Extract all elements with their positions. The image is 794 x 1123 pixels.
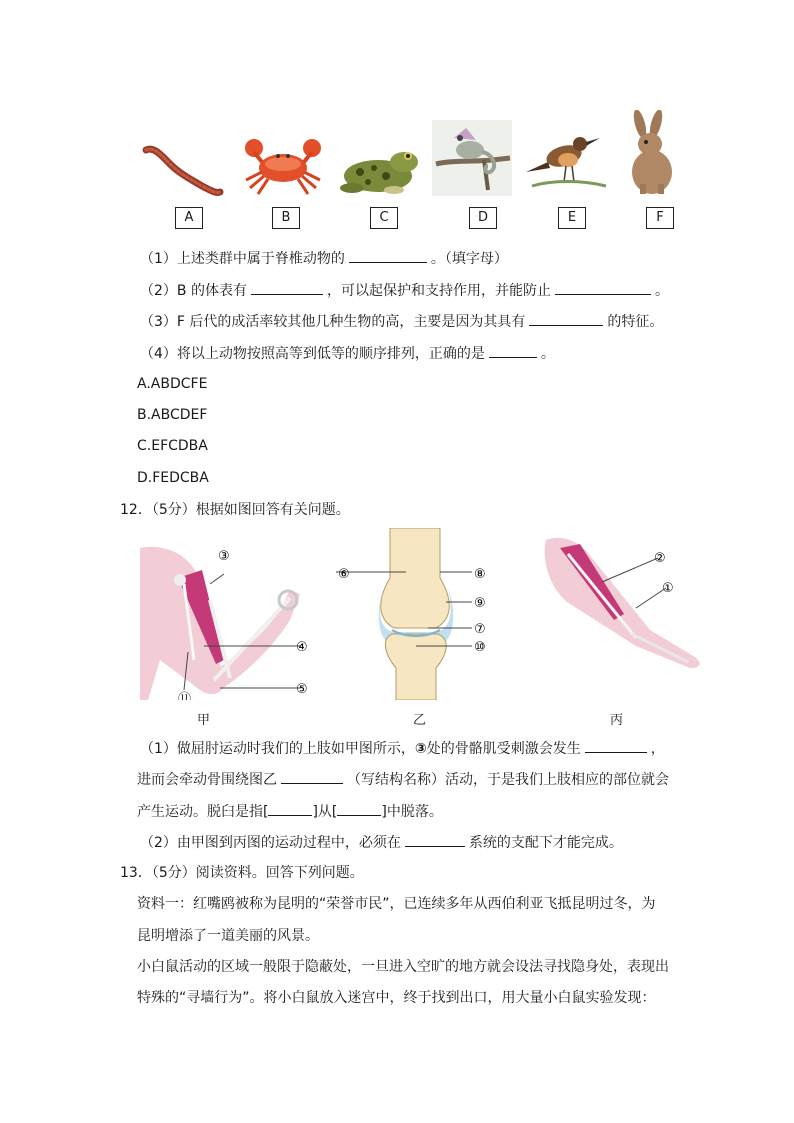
q13-text-line: 资料一：红嘴鸥被称为昆明的“荣誉市民”，已连续多年从西伯利亚飞抵昆明过冬，为 [137, 896, 656, 912]
label-11: ⑪ [178, 692, 192, 700]
caption-yi: 乙 [413, 713, 427, 728]
q11-part3: （3）F 后代的成活率较其他几种生物的高，主要是因为其具有 的特征。 [140, 311, 663, 332]
caption-bing: 丙 [610, 713, 624, 728]
option-a[interactable]: A.ABDCFE [137, 376, 208, 392]
label-box-b: B [272, 207, 300, 229]
label-3: ③ [218, 549, 230, 564]
option-c[interactable]: C.EFCDBA [137, 438, 208, 454]
answer-blank[interactable] [251, 280, 323, 295]
label-8: ⑧ [474, 567, 486, 582]
label-4: ④ [296, 640, 308, 655]
label-2: ② [654, 551, 666, 566]
option-d[interactable]: D.FEDCBA [137, 470, 209, 486]
answer-blank[interactable] [337, 801, 381, 816]
q11-part2: （2）B 的体表有 ，可以起保护和支持作用，并能防止 。 [140, 280, 669, 301]
label-box-d: D [469, 207, 497, 229]
answer-blank[interactable] [268, 801, 312, 816]
answer-blank[interactable] [349, 248, 427, 263]
answer-blank[interactable] [529, 311, 603, 326]
label-7: ⑦ [474, 622, 486, 637]
crab-image [240, 134, 326, 200]
q11-part1: （1）上述类群中属于脊椎动物的 。（填字母） [140, 248, 508, 269]
q13-title: 13．（5分）阅读资料。回答下列问题。 [120, 865, 364, 881]
q12-part2: （2）由甲图到丙图的运动过程中，必须在 系统的支配下才能完成。 [140, 832, 623, 853]
chameleon-image [432, 120, 512, 196]
q12-part1-line3: 产生运动。脱臼是指[ ]从[ ]中脱落。 [137, 801, 443, 822]
q11-part4: （4）将以上动物按照高等到低等的顺序排列，正确的是 。 [140, 343, 555, 364]
caption-jia: 甲 [197, 713, 211, 728]
option-b[interactable]: B.ABCDEF [137, 407, 208, 423]
label-box-e: E [558, 207, 586, 229]
answer-blank[interactable] [405, 832, 465, 847]
answer-blank[interactable] [281, 769, 343, 784]
figure-arm-extended [540, 534, 710, 674]
label-10: ⑩ [474, 640, 486, 655]
answer-blank[interactable] [585, 738, 647, 753]
figure-joint [336, 528, 496, 700]
q12-title: 12．（5分）根据如图回答有关问题。 [120, 502, 350, 518]
q13-text-line: 特殊的“寻墙行为”。将小白鼠放入迷宫中，终于找到出口，用大量小白鼠实验发现： [137, 990, 656, 1006]
q12-part1-line1: （1）做屈肘运动时我们的上肢如甲图所示，③处的骨骼肌受刺激会发生 ， [140, 738, 665, 759]
label-6: ⑥ [338, 567, 350, 582]
label-9: ⑨ [474, 596, 486, 611]
q12-part1-line2: 进而会牵动骨围绕图乙 （写结构名称）活动，于是我们上肢相应的部位就会 [137, 769, 669, 790]
frog-image [338, 144, 422, 196]
figure-arm-flexed [140, 540, 320, 700]
label-box-c: C [370, 207, 398, 229]
label-box-a: A [175, 207, 203, 229]
label-5: ⑤ [296, 682, 308, 697]
q13-text-line: 昆明增添了一道美丽的风景。 [137, 928, 319, 944]
answer-blank[interactable] [555, 280, 651, 295]
label-1: ① [662, 581, 674, 596]
answer-blank[interactable] [489, 343, 537, 358]
q13-text-line: 小白鼠活动的区域一般限于隐蔽处，一旦进入空旷的地方就会设法寻找隐身处，表现出 [137, 959, 669, 975]
earthworm-image [140, 140, 226, 200]
rabbit-image [620, 110, 684, 196]
label-box-f: F [646, 207, 674, 229]
bird-image [522, 128, 608, 192]
